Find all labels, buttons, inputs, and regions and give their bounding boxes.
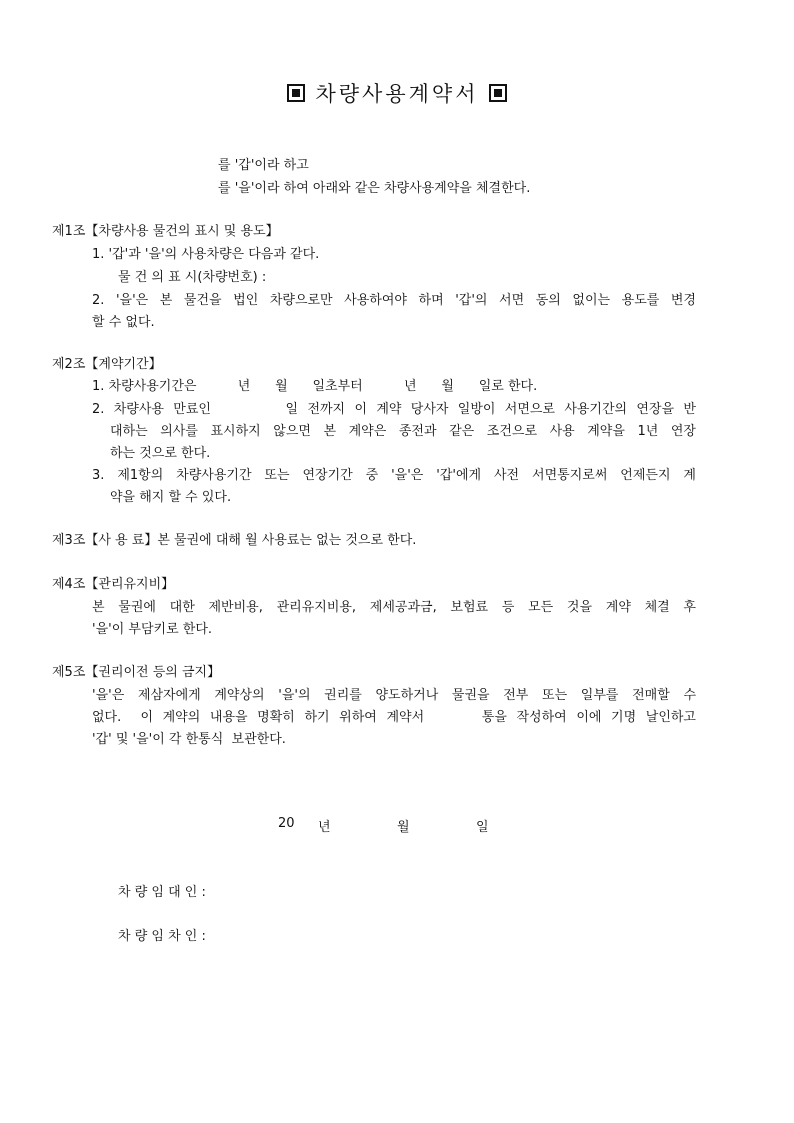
lessor-signature-label: 차 량 임 대 인 :	[118, 885, 206, 900]
square-bullet-icon	[287, 84, 305, 102]
article-5-heading: 제5조【권리이전 등의 금지】	[52, 665, 221, 680]
article-4-line-2: '을'이 부담키로 한다.	[92, 622, 213, 637]
article-2-item-2-line-1: 2. 차량사용 만료인 일 전까지 이 계약 당사자 일방이 서면으로 사용기간의 연장을 반	[92, 402, 696, 417]
title-text: 차량사용계약서	[315, 82, 479, 106]
article-4-heading: 제4조【관리유지비】	[52, 577, 175, 592]
article-1-item-1-sub: 물 건 의 표 시(차량번호) :	[118, 270, 267, 285]
article-5-line-2: 없다. 이 계약의 내용을 명확히 하기 위하여 계약서 통을 작성하여 이에 기명 날인하고	[92, 710, 696, 725]
article-2-heading: 제2조【계약기간】	[52, 357, 162, 372]
date-month-label: 월	[397, 820, 410, 835]
article-2-item-3-line-1: 3. 제1항의 차량사용기간 또는 연장기간 중 '을'은 '갑'에게 사전 서면통지로써 언제든지 계	[92, 468, 696, 483]
article-2-item-2-line-3: 하는 것으로 한다.	[110, 446, 211, 461]
article-2-item-3-line-2: 약을 해지 할 수 있다.	[110, 490, 232, 505]
article-5-line-3: '갑' 및 '을'이 각 한통식 보관한다.	[92, 732, 286, 747]
article-1-item-2-line-2: 할 수 없다.	[92, 315, 155, 330]
lessee-signature-label: 차 량 임 차 인 :	[118, 929, 206, 944]
article-3-heading: 제3조【사 용 료】본 물권에 대해 월 사용료는 없는 것으로 한다.	[52, 533, 417, 548]
article-2-item-1: 1. 차량사용기간은 년 월 일초부터 년 월 일로 한다.	[92, 379, 538, 394]
document-title	[0, 78, 794, 108]
date-year-prefix: 20	[278, 816, 295, 831]
article-1-item-2-line-1: 2. '을'은 본 물건을 법인 차량으로만 사용하여야 하며 '갑'의 서면 동의 없이는 용도를 변경	[92, 293, 696, 308]
intro-line-2: 를 '을'이라 하여 아래와 같은 차량사용계약을 체결한다.	[218, 181, 531, 196]
article-1-heading: 제1조【차량사용 물건의 표시 및 용도】	[52, 224, 279, 239]
intro-line-1: 를 '갑'이라 하고	[218, 158, 309, 173]
article-2-item-2-line-2: 대하는 의사를 표시하지 않으면 본 계약은 종전과 같은 조건으로 사용 계약을 1년 연장	[110, 424, 696, 439]
square-bullet-icon	[489, 84, 507, 102]
date-day-label: 일	[476, 820, 489, 835]
date-year-label: 년	[318, 820, 331, 835]
article-4-line-1: 본 물권에 대한 제반비용, 관리유지비용, 제세공과금, 보험료 등 모든 것을 계약 체결 후	[92, 600, 696, 615]
article-5-line-1: '을'은 제삼자에게 계약상의 '을'의 권리를 양도하거나 물권을 전부 또는 일부를 전매할 수	[92, 688, 696, 703]
article-1-item-1: 1. '갑'과 '을'의 사용차량은 다음과 같다.	[92, 247, 320, 262]
